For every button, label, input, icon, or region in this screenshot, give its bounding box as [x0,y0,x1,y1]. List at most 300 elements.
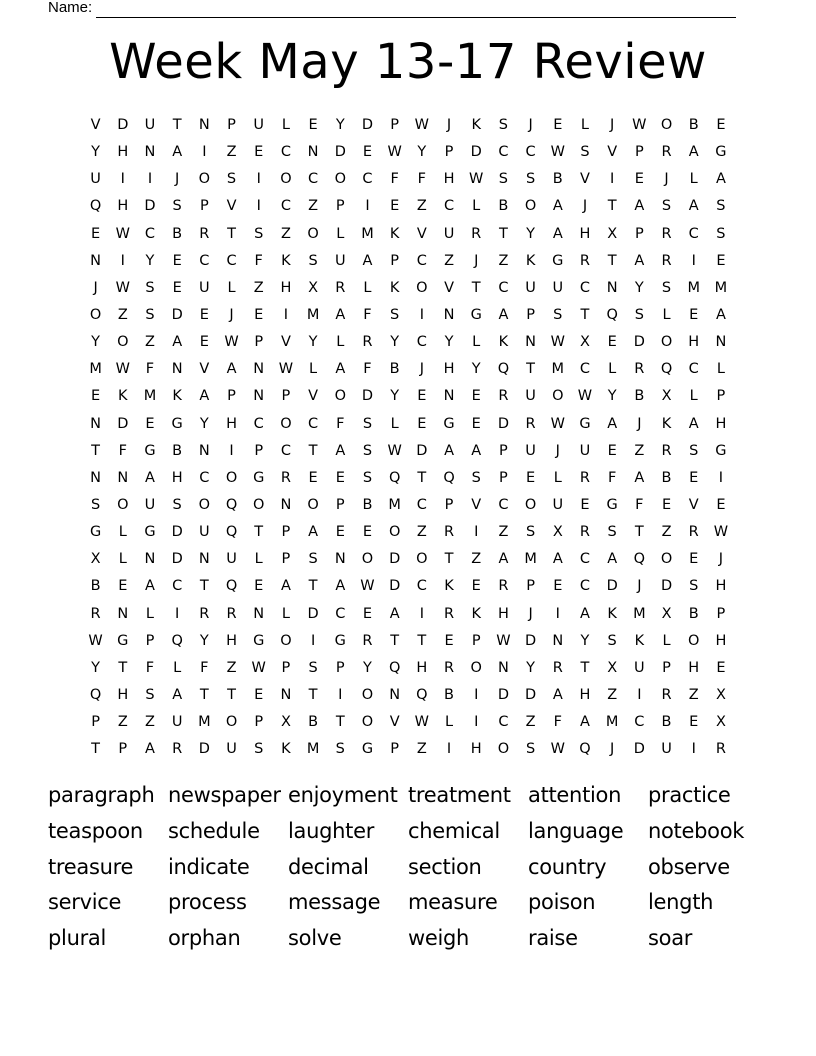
grid-letter[interactable]: W [224,334,239,351]
grid-letter[interactable]: U [334,252,346,269]
grid-letter[interactable]: E [254,578,264,595]
grid-letter[interactable]: S [145,686,155,703]
grid-letter[interactable]: P [390,252,400,269]
grid-letter[interactable]: C [308,171,319,188]
grid-letter[interactable]: S [525,741,536,758]
grid-letter[interactable]: E [471,578,481,595]
grid-letter[interactable]: C [172,578,183,595]
grid-letter[interactable]: S [716,225,726,242]
grid-letter[interactable]: V [280,334,291,351]
grid-letter[interactable]: A [552,551,563,568]
grid-letter[interactable]: V [226,198,237,215]
grid-letter[interactable]: H [443,171,455,188]
grid-letter[interactable]: C [199,252,210,269]
grid-letter[interactable]: N [307,144,319,161]
grid-letter[interactable]: R [471,225,482,242]
grid-letter[interactable]: R [280,469,291,486]
grid-letter[interactable]: T [199,686,209,703]
grid-letter[interactable]: I [175,605,180,622]
grid-letter[interactable]: T [91,741,101,758]
grid-letter[interactable]: Q [497,361,510,378]
grid-letter[interactable]: O [225,714,238,731]
grid-letter[interactable]: H [579,225,591,242]
grid-letter[interactable]: W [387,144,402,161]
grid-letter[interactable]: R [443,659,455,676]
grid-letter[interactable]: A [688,144,699,161]
grid-letter[interactable]: W [115,361,130,378]
grid-letter[interactable]: A [688,415,699,432]
grid-letter[interactable]: R [688,524,699,541]
grid-letter[interactable]: W [115,225,130,242]
grid-letter[interactable]: L [254,551,263,568]
grid-letter[interactable]: S [335,741,345,758]
grid-letter[interactable]: C [335,605,346,622]
grid-letter[interactable]: P [227,388,236,405]
grid-letter[interactable]: G [171,415,183,432]
grid-letter[interactable]: J [419,361,424,378]
grid-letter[interactable]: P [390,741,400,758]
grid-letter[interactable]: H [280,279,292,296]
grid-letter[interactable]: F [200,659,209,676]
grid-letter[interactable]: E [553,578,563,595]
grid-letter[interactable]: T [471,279,481,296]
grid-letter[interactable]: Y [199,415,209,432]
grid-letter[interactable]: L [553,469,562,486]
grid-letter[interactable]: L [363,279,372,296]
grid-letter[interactable]: O [416,279,428,296]
grid-letter[interactable]: S [362,442,373,459]
grid-letter[interactable]: J [610,117,615,133]
grid-letter[interactable]: E [362,524,373,541]
grid-letter[interactable]: R [443,605,455,622]
grid-letter[interactable]: Z [117,714,128,731]
grid-letter[interactable]: W [360,578,375,595]
grid-letter[interactable]: P [335,659,345,676]
grid-letter[interactable]: S [362,415,373,432]
grid-letter[interactable]: W [115,279,130,296]
grid-letter[interactable]: N [280,496,292,513]
grid-letter[interactable]: M [306,741,320,758]
grid-letter[interactable]: I [691,252,696,269]
grid-letter[interactable]: F [145,659,155,676]
grid-letter[interactable]: L [118,524,127,541]
grid-letter[interactable]: K [389,225,400,242]
grid-letter[interactable]: I [120,171,125,188]
grid-letter[interactable]: N [715,334,727,351]
grid-letter[interactable]: H [226,632,237,649]
grid-letter[interactable]: U [525,442,536,459]
grid-letter[interactable]: O [688,632,700,649]
grid-letter[interactable]: G [253,469,265,486]
grid-letter[interactable]: L [689,171,698,188]
grid-letter[interactable]: R [579,469,590,486]
grid-letter[interactable]: P [91,714,100,731]
grid-letter[interactable]: Z [525,714,536,731]
grid-letter[interactable]: J [664,171,669,188]
grid-letter[interactable]: I [474,714,479,731]
grid-letter[interactable]: H [579,686,591,703]
grid-letter[interactable]: Q [225,496,238,513]
grid-letter[interactable]: A [607,551,618,568]
grid-letter[interactable]: S [498,171,509,188]
grid-letter[interactable]: T [417,469,427,486]
grid-letter[interactable]: C [579,578,591,595]
grid-letter[interactable]: R [335,279,346,296]
grid-letter[interactable]: B [172,442,183,459]
grid-letter[interactable]: H [715,632,727,649]
grid-letter[interactable]: S [172,496,182,513]
grid-letter[interactable]: D [525,632,537,649]
grid-letter[interactable]: R [498,388,509,405]
grid-letter[interactable]: E [172,279,182,296]
grid-letter[interactable]: B [172,225,183,242]
grid-letter[interactable]: O [280,171,292,188]
grid-letter[interactable]: K [471,605,481,622]
grid-letter[interactable]: H [715,578,727,595]
grid-letter[interactable]: A [362,252,373,269]
grid-letter[interactable]: B [389,361,400,378]
grid-letter[interactable]: L [227,279,236,296]
grid-letter[interactable]: I [120,252,125,269]
grid-letter[interactable]: Y [199,632,209,649]
grid-letter[interactable]: U [144,496,156,513]
grid-letter[interactable]: R [661,144,672,161]
grid-letter[interactable]: E [716,496,726,513]
grid-letter[interactable]: A [634,252,645,269]
grid-letter[interactable]: K [281,252,291,269]
grid-letter[interactable]: O [361,714,374,731]
grid-letter[interactable]: T [634,524,644,541]
grid-letter[interactable]: F [635,496,644,513]
grid-letter[interactable]: R [715,741,726,758]
grid-letter[interactable]: N [552,632,564,649]
grid-letter[interactable]: C [416,578,427,595]
grid-letter[interactable]: U [634,659,645,676]
grid-letter[interactable]: A [498,551,509,568]
grid-letter[interactable]: F [390,171,399,188]
grid-letter[interactable]: B [444,686,454,703]
grid-letter[interactable]: D [606,578,618,595]
grid-letter[interactable]: P [281,524,291,541]
grid-letter[interactable]: I [283,306,289,323]
grid-letter[interactable]: Z [280,225,291,242]
grid-letter[interactable]: K [661,415,672,432]
grid-letter[interactable]: D [389,578,401,595]
grid-letter[interactable]: J [446,117,452,133]
grid-letter[interactable]: L [472,334,481,351]
grid-letter[interactable]: U [525,279,536,296]
grid-letter[interactable]: N [525,334,537,351]
grid-letter[interactable]: J [175,171,180,188]
grid-letter[interactable]: U [443,225,455,242]
grid-letter[interactable]: A [552,686,563,703]
grid-letter[interactable]: W [414,117,430,133]
grid-letter[interactable]: O [497,741,510,758]
grid-letter[interactable]: S [308,659,318,676]
grid-letter[interactable]: C [199,469,210,486]
grid-letter[interactable]: O [552,388,564,405]
grid-letter[interactable]: U [199,524,210,541]
grid-letter[interactable]: L [281,117,290,133]
grid-letter[interactable]: S [145,306,155,323]
grid-letter[interactable]: R [362,632,373,649]
grid-letter[interactable]: D [389,551,401,568]
grid-letter[interactable]: W [550,334,565,351]
grid-letter[interactable]: F [363,306,372,323]
grid-letter[interactable]: O [89,306,102,323]
grid-letter[interactable]: S [716,198,726,215]
grid-letter[interactable]: X [607,659,618,676]
grid-letter[interactable]: O [280,632,292,649]
grid-letter[interactable]: E [172,252,182,269]
grid-letter[interactable]: P [662,659,671,676]
grid-letter[interactable]: B [661,469,672,486]
grid-letter[interactable]: C [579,551,591,568]
grid-letter[interactable]: W [88,632,103,649]
grid-letter[interactable]: Y [417,144,427,161]
grid-letter[interactable]: E [254,144,264,161]
grid-letter[interactable]: P [254,714,264,731]
grid-letter[interactable]: N [198,117,210,133]
grid-letter[interactable]: T [444,551,454,568]
grid-letter[interactable]: C [253,415,264,432]
grid-letter[interactable]: W [251,659,266,676]
grid-letter[interactable]: S [498,117,509,133]
grid-letter[interactable]: M [361,225,374,242]
grid-letter[interactable]: E [716,252,726,269]
grid-letter[interactable]: A [226,361,237,378]
grid-letter[interactable]: A [308,524,319,541]
grid-letter[interactable]: K [389,279,400,296]
grid-letter[interactable]: T [417,632,427,649]
grid-letter[interactable]: D [144,198,156,215]
grid-letter[interactable]: D [171,306,183,323]
grid-letter[interactable]: R [498,578,509,595]
grid-letter[interactable]: Y [471,361,481,378]
grid-letter[interactable]: W [278,361,294,378]
grid-letter[interactable]: R [443,524,455,541]
grid-letter[interactable]: B [90,578,101,595]
grid-letter[interactable]: U [579,442,591,459]
grid-letter[interactable]: G [144,524,156,541]
grid-letter[interactable]: R [226,605,237,622]
grid-letter[interactable]: E [145,415,155,432]
grid-letter[interactable]: L [281,605,290,622]
grid-letter[interactable]: G [361,741,374,758]
grid-letter[interactable]: A [145,741,155,758]
grid-letter[interactable]: X [715,686,726,703]
grid-letter[interactable]: D [416,442,428,459]
grid-letter[interactable]: S [390,306,400,323]
grid-letter[interactable]: E [308,469,318,486]
grid-letter[interactable]: R [172,741,183,758]
grid-letter[interactable]: H [470,741,482,758]
grid-letter[interactable]: A [335,306,346,323]
grid-letter[interactable]: H [171,469,183,486]
grid-letter[interactable]: L [608,361,617,378]
grid-letter[interactable]: N [171,361,183,378]
grid-letter[interactable]: M [687,279,700,296]
grid-letter[interactable]: E [390,198,400,215]
grid-letter[interactable]: T [227,225,236,242]
grid-letter[interactable]: H [497,605,509,622]
grid-letter[interactable]: O [225,469,238,486]
grid-letter[interactable]: S [471,469,481,486]
grid-letter[interactable]: Q [171,632,183,649]
grid-letter[interactable]: E [689,714,699,731]
grid-letter[interactable]: A [335,578,346,595]
grid-letter[interactable]: L [173,659,182,676]
grid-letter[interactable]: E [607,442,617,459]
grid-letter[interactable]: O [117,496,129,513]
grid-letter[interactable]: K [172,388,182,405]
grid-letter[interactable]: W [414,714,430,731]
grid-letter[interactable]: M [388,496,401,513]
grid-letter[interactable]: L [336,334,345,351]
grid-letter[interactable]: J [637,415,642,432]
grid-letter[interactable]: E [118,578,128,595]
grid-letter[interactable]: E [607,334,617,351]
grid-letter[interactable]: F [336,415,345,432]
grid-letter[interactable]: V [199,361,210,378]
grid-letter[interactable]: K [281,741,291,758]
grid-letter[interactable]: J [528,117,533,133]
grid-letter[interactable]: Q [225,524,238,541]
grid-letter[interactable]: G [144,442,156,459]
grid-letter[interactable]: A [715,306,726,323]
grid-letter[interactable]: N [606,279,618,296]
grid-letter[interactable]: U [661,741,672,758]
grid-letter[interactable]: W [713,524,729,541]
grid-letter[interactable]: J [718,551,724,568]
grid-letter[interactable]: G [715,144,727,161]
grid-letter[interactable]: L [662,306,671,323]
grid-letter[interactable]: F [145,361,155,378]
grid-letter[interactable]: Y [634,279,644,296]
grid-letter[interactable]: K [634,632,645,649]
grid-letter[interactable]: E [689,306,699,323]
grid-letter[interactable]: E [362,605,373,622]
grid-letter[interactable]: N [90,415,102,432]
grid-letter[interactable]: I [365,198,370,215]
grid-letter[interactable]: P [335,496,345,513]
grid-letter[interactable]: D [171,524,183,541]
grid-letter[interactable]: I [338,686,343,703]
grid-letter[interactable]: H [117,198,129,215]
grid-letter[interactable]: H [226,415,237,432]
grid-letter[interactable]: E [417,415,427,432]
grid-letter[interactable]: V [688,496,699,513]
grid-letter[interactable]: P [444,496,454,513]
grid-letter[interactable]: O [253,496,265,513]
grid-letter[interactable]: A [607,415,618,432]
grid-letter[interactable]: X [280,714,291,731]
grid-letter[interactable]: N [253,361,265,378]
grid-letter[interactable]: C [416,252,427,269]
grid-letter[interactable]: S [634,306,644,323]
grid-letter[interactable]: D [334,144,346,161]
grid-letter[interactable]: O [334,171,346,188]
grid-letter[interactable]: L [145,605,155,622]
grid-letter[interactable]: C [498,714,509,731]
name-blank-line[interactable] [96,2,736,18]
grid-letter[interactable]: E [417,388,427,405]
grid-letter[interactable]: G [606,496,618,513]
grid-letter[interactable]: E [362,144,373,161]
grid-letter[interactable]: X [607,225,618,242]
grid-letter[interactable]: E [335,469,345,486]
grid-letter[interactable]: U [552,496,564,513]
grid-letter[interactable]: G [334,632,346,649]
grid-letter[interactable]: Z [145,334,155,351]
grid-letter[interactable]: S [172,198,182,215]
grid-letter[interactable]: C [498,279,509,296]
grid-letter[interactable]: X [715,714,726,731]
grid-letter[interactable]: M [143,388,157,405]
grid-letter[interactable]: N [144,551,156,568]
grid-letter[interactable]: T [254,524,264,541]
grid-letter[interactable]: F [607,469,617,486]
grid-letter[interactable]: I [256,198,261,215]
grid-letter[interactable]: P [254,442,264,459]
grid-letter[interactable]: N [253,605,265,622]
grid-letter[interactable]: S [525,524,536,541]
grid-letter[interactable]: O [307,225,319,242]
grid-letter[interactable]: V [444,279,454,296]
grid-letter[interactable]: E [254,306,264,323]
grid-letter[interactable]: R [661,252,672,269]
grid-letter[interactable]: N [334,551,346,568]
grid-letter[interactable]: U [144,117,156,133]
grid-letter[interactable]: W [577,388,593,405]
grid-letter[interactable]: F [363,361,372,378]
grid-letter[interactable]: R [552,659,563,676]
grid-letter[interactable]: Y [91,659,101,676]
grid-letter[interactable]: S [525,171,536,188]
grid-letter[interactable]: V [607,144,618,161]
grid-letter[interactable]: G [715,442,727,459]
grid-letter[interactable]: Y [363,659,372,676]
grid-letter[interactable]: L [580,117,590,133]
grid-letter[interactable]: U [90,171,101,188]
grid-letter[interactable]: A [580,714,590,731]
grid-letter[interactable]: A [280,578,291,595]
grid-letter[interactable]: D [497,686,509,703]
grid-letter[interactable]: S [90,496,101,513]
grid-letter[interactable]: M [551,361,565,378]
grid-letter[interactable]: U [171,714,183,731]
grid-letter[interactable]: O [198,496,211,513]
grid-letter[interactable]: S [362,469,373,486]
grid-letter[interactable]: P [335,198,345,215]
grid-letter[interactable]: W [387,442,402,459]
grid-letter[interactable]: S [145,279,155,296]
grid-letter[interactable]: O [524,198,537,215]
grid-letter[interactable]: A [145,469,155,486]
grid-letter[interactable]: Z [308,198,319,215]
grid-letter[interactable]: J [610,741,615,758]
grid-letter[interactable]: O [361,551,374,568]
grid-letter[interactable]: S [607,632,617,649]
grid-letter[interactable]: T [607,198,617,215]
grid-letter[interactable]: W [469,171,484,188]
grid-letter[interactable]: M [524,551,537,568]
grid-letter[interactable]: Y [308,334,318,351]
grid-letter[interactable]: Y [580,632,590,649]
grid-letter[interactable]: D [633,741,645,758]
grid-letter[interactable]: A [199,388,210,405]
grid-letter[interactable]: P [444,144,454,161]
